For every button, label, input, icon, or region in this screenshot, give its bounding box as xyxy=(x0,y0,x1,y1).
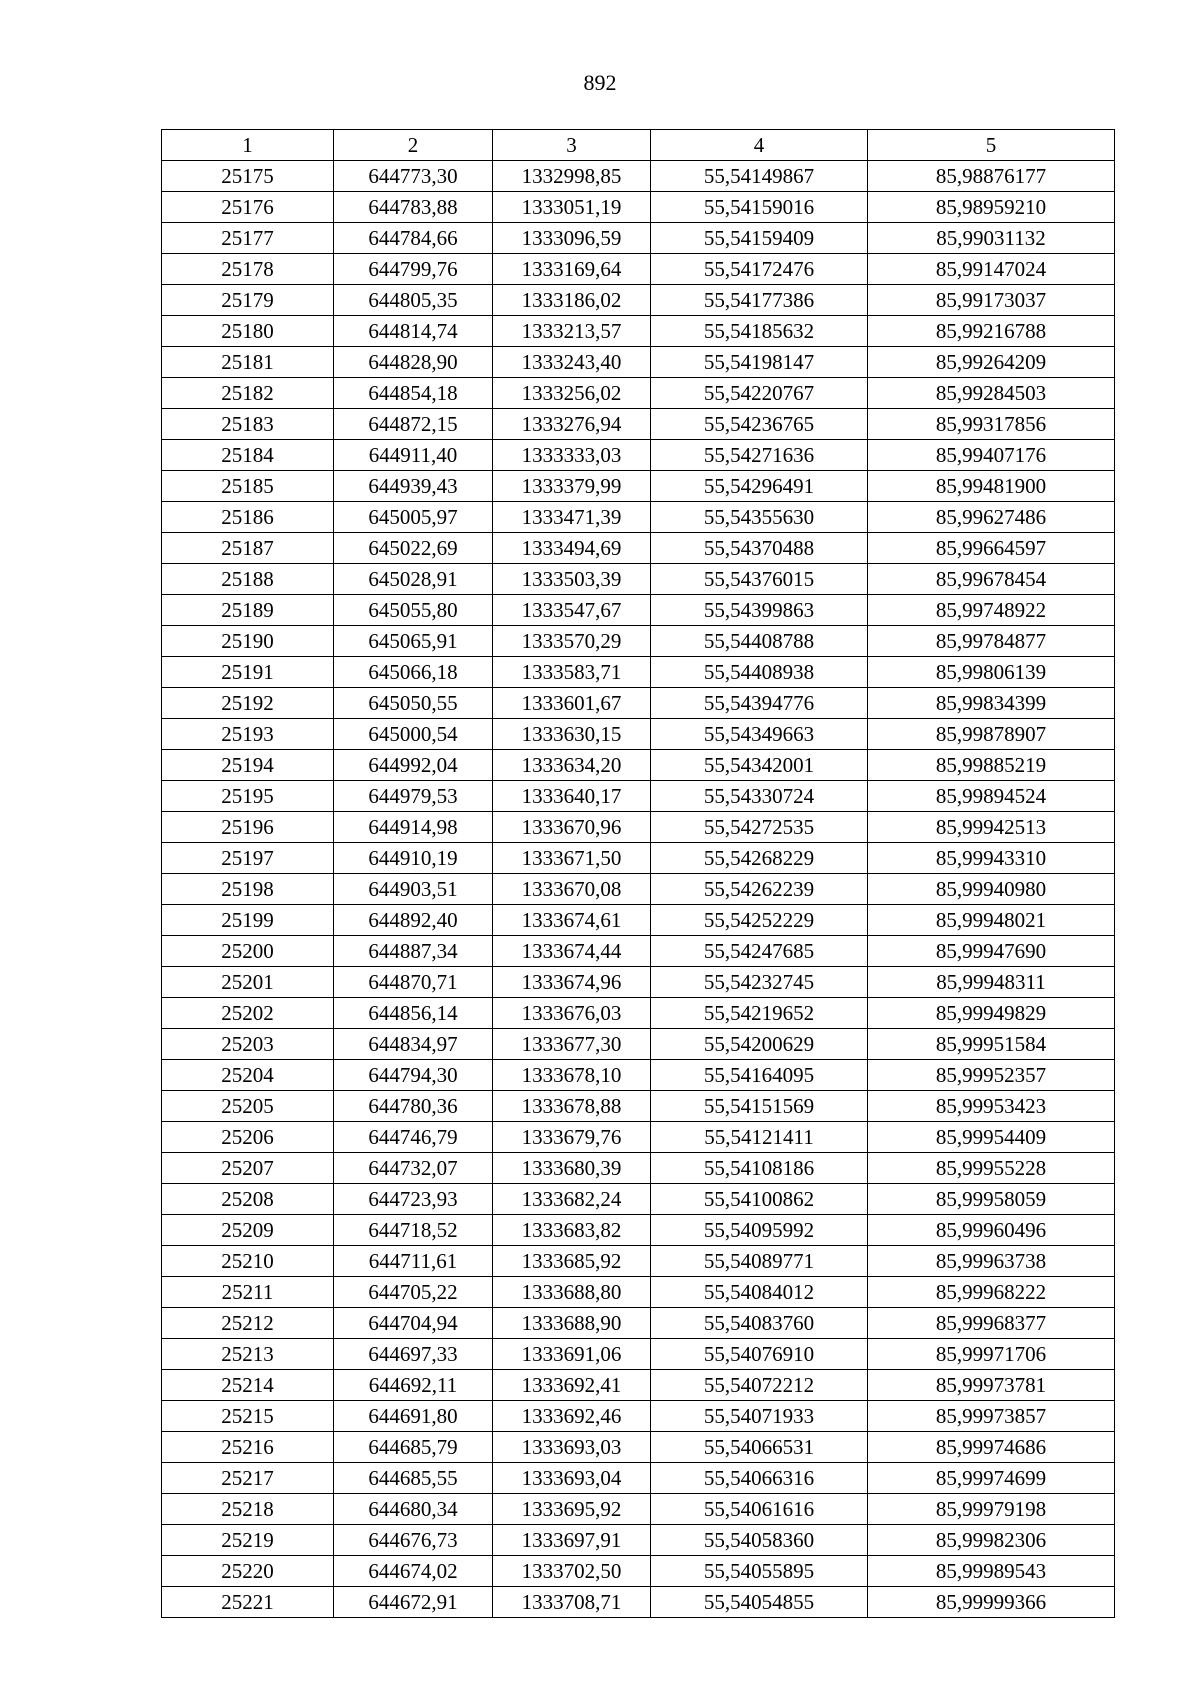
cell-x-coordinate: 644672,91 xyxy=(334,1587,493,1618)
cell-point-number: 25201 xyxy=(162,967,334,998)
cell-longitude: 85,99968377 xyxy=(868,1308,1115,1339)
cell-y-coordinate: 1333680,39 xyxy=(493,1153,651,1184)
cell-x-coordinate: 644680,34 xyxy=(334,1494,493,1525)
cell-latitude: 55,54151569 xyxy=(651,1091,868,1122)
cell-longitude: 85,99940980 xyxy=(868,874,1115,905)
cell-x-coordinate: 644887,34 xyxy=(334,936,493,967)
table-row xyxy=(162,378,1115,409)
cell-y-coordinate: 1333693,04 xyxy=(493,1463,651,1494)
table-row xyxy=(162,1215,1115,1246)
cell-y-coordinate: 1333169,64 xyxy=(493,254,651,285)
table-row xyxy=(162,1122,1115,1153)
table-row xyxy=(162,595,1115,626)
cell-point-number: 25176 xyxy=(162,192,334,223)
table-row xyxy=(162,688,1115,719)
cell-point-number: 25184 xyxy=(162,440,334,471)
cell-longitude: 85,99407176 xyxy=(868,440,1115,471)
table-row xyxy=(162,440,1115,471)
table-row xyxy=(162,967,1115,998)
cell-latitude: 55,54296491 xyxy=(651,471,868,502)
cell-longitude: 85,99999366 xyxy=(868,1587,1115,1618)
cell-x-coordinate: 645050,55 xyxy=(334,688,493,719)
cell-latitude: 55,54055895 xyxy=(651,1556,868,1587)
cell-x-coordinate: 644685,55 xyxy=(334,1463,493,1494)
cell-x-coordinate: 644773,30 xyxy=(334,161,493,192)
cell-longitude: 85,99943310 xyxy=(868,843,1115,874)
cell-y-coordinate: 1333186,02 xyxy=(493,285,651,316)
cell-x-coordinate: 644856,14 xyxy=(334,998,493,1029)
cell-longitude: 85,99942513 xyxy=(868,812,1115,843)
table-row xyxy=(162,1277,1115,1308)
cell-point-number: 25187 xyxy=(162,533,334,564)
cell-y-coordinate: 1333677,30 xyxy=(493,1029,651,1060)
cell-latitude: 55,54220767 xyxy=(651,378,868,409)
cell-point-number: 25205 xyxy=(162,1091,334,1122)
cell-point-number: 25190 xyxy=(162,626,334,657)
cell-y-coordinate: 1332998,85 xyxy=(493,161,651,192)
cell-y-coordinate: 1333333,03 xyxy=(493,440,651,471)
page-number: 892 xyxy=(583,70,617,95)
table-row xyxy=(162,657,1115,688)
table-row xyxy=(162,998,1115,1029)
cell-point-number: 25211 xyxy=(162,1277,334,1308)
cell-longitude: 85,99031132 xyxy=(868,223,1115,254)
cell-latitude: 55,54185632 xyxy=(651,316,868,347)
table-row xyxy=(162,905,1115,936)
cell-x-coordinate: 644692,11 xyxy=(334,1370,493,1401)
cell-x-coordinate: 644854,18 xyxy=(334,378,493,409)
cell-longitude: 85,99973857 xyxy=(868,1401,1115,1432)
cell-y-coordinate: 1333674,96 xyxy=(493,967,651,998)
cell-latitude: 55,54376015 xyxy=(651,564,868,595)
cell-y-coordinate: 1333630,15 xyxy=(493,719,651,750)
cell-y-coordinate: 1333547,67 xyxy=(493,595,651,626)
cell-x-coordinate: 644910,19 xyxy=(334,843,493,874)
cell-x-coordinate: 644892,40 xyxy=(334,905,493,936)
table-row xyxy=(162,1091,1115,1122)
cell-point-number: 25216 xyxy=(162,1432,334,1463)
cell-y-coordinate: 1333471,39 xyxy=(493,502,651,533)
cell-longitude: 85,99960496 xyxy=(868,1215,1115,1246)
cell-latitude: 55,54100862 xyxy=(651,1184,868,1215)
cell-y-coordinate: 1333503,39 xyxy=(493,564,651,595)
cell-x-coordinate: 644979,53 xyxy=(334,781,493,812)
cell-point-number: 25195 xyxy=(162,781,334,812)
cell-point-number: 25186 xyxy=(162,502,334,533)
cell-latitude: 55,54072212 xyxy=(651,1370,868,1401)
cell-point-number: 25179 xyxy=(162,285,334,316)
cell-point-number: 25217 xyxy=(162,1463,334,1494)
cell-x-coordinate: 644872,15 xyxy=(334,409,493,440)
cell-latitude: 55,54252229 xyxy=(651,905,868,936)
cell-x-coordinate: 645065,91 xyxy=(334,626,493,657)
cell-latitude: 55,54247685 xyxy=(651,936,868,967)
cell-longitude: 85,99885219 xyxy=(868,750,1115,781)
cell-y-coordinate: 1333678,88 xyxy=(493,1091,651,1122)
cell-longitude: 85,99878907 xyxy=(868,719,1115,750)
cell-longitude: 85,99173037 xyxy=(868,285,1115,316)
cell-y-coordinate: 1333695,92 xyxy=(493,1494,651,1525)
cell-y-coordinate: 1333674,61 xyxy=(493,905,651,936)
cell-point-number: 25221 xyxy=(162,1587,334,1618)
table-row xyxy=(162,1494,1115,1525)
cell-x-coordinate: 644676,73 xyxy=(334,1525,493,1556)
table-row xyxy=(162,719,1115,750)
cell-y-coordinate: 1333671,50 xyxy=(493,843,651,874)
table-row xyxy=(162,254,1115,285)
header-cell-col-1: 1 xyxy=(162,130,334,161)
cell-latitude: 55,54198147 xyxy=(651,347,868,378)
cell-latitude: 55,54177386 xyxy=(651,285,868,316)
table-row xyxy=(162,1339,1115,1370)
header-cell-col-5: 5 xyxy=(868,130,1115,161)
cell-point-number: 25209 xyxy=(162,1215,334,1246)
table-row xyxy=(162,1463,1115,1494)
table-row xyxy=(162,843,1115,874)
table-row xyxy=(162,1246,1115,1277)
cell-y-coordinate: 1333692,41 xyxy=(493,1370,651,1401)
cell-latitude: 55,54149867 xyxy=(651,161,868,192)
cell-y-coordinate: 1333692,46 xyxy=(493,1401,651,1432)
cell-x-coordinate: 644732,07 xyxy=(334,1153,493,1184)
cell-x-coordinate: 644903,51 xyxy=(334,874,493,905)
cell-longitude: 85,99952357 xyxy=(868,1060,1115,1091)
cell-point-number: 25175 xyxy=(162,161,334,192)
cell-longitude: 85,99664597 xyxy=(868,533,1115,564)
cell-y-coordinate: 1333379,99 xyxy=(493,471,651,502)
cell-y-coordinate: 1333697,91 xyxy=(493,1525,651,1556)
table-row xyxy=(162,1029,1115,1060)
header-cell-col-4: 4 xyxy=(651,130,868,161)
cell-latitude: 55,54232745 xyxy=(651,967,868,998)
header-row xyxy=(162,130,1115,161)
cell-y-coordinate: 1333676,03 xyxy=(493,998,651,1029)
cell-point-number: 25215 xyxy=(162,1401,334,1432)
cell-point-number: 25200 xyxy=(162,936,334,967)
cell-y-coordinate: 1333276,94 xyxy=(493,409,651,440)
cell-y-coordinate: 1333688,90 xyxy=(493,1308,651,1339)
cell-latitude: 55,54084012 xyxy=(651,1277,868,1308)
table-row xyxy=(162,502,1115,533)
cell-latitude: 55,54370488 xyxy=(651,533,868,564)
cell-latitude: 55,54058360 xyxy=(651,1525,868,1556)
table-row xyxy=(162,1370,1115,1401)
cell-y-coordinate: 1333674,44 xyxy=(493,936,651,967)
cell-latitude: 55,54071933 xyxy=(651,1401,868,1432)
cell-longitude: 85,99748922 xyxy=(868,595,1115,626)
cell-point-number: 25202 xyxy=(162,998,334,1029)
cell-longitude: 85,99951584 xyxy=(868,1029,1115,1060)
cell-x-coordinate: 644691,80 xyxy=(334,1401,493,1432)
cell-longitude: 85,99971706 xyxy=(868,1339,1115,1370)
table-row xyxy=(162,471,1115,502)
table-row xyxy=(162,1587,1115,1618)
cell-y-coordinate: 1333702,50 xyxy=(493,1556,651,1587)
cell-latitude: 55,54066316 xyxy=(651,1463,868,1494)
coordinates-table xyxy=(161,129,1115,1618)
cell-point-number: 25220 xyxy=(162,1556,334,1587)
cell-longitude: 85,99806139 xyxy=(868,657,1115,688)
table-row xyxy=(162,1308,1115,1339)
cell-latitude: 55,54349663 xyxy=(651,719,868,750)
cell-latitude: 55,54061616 xyxy=(651,1494,868,1525)
cell-point-number: 25219 xyxy=(162,1525,334,1556)
cell-latitude: 55,54076910 xyxy=(651,1339,868,1370)
cell-latitude: 55,54268229 xyxy=(651,843,868,874)
cell-x-coordinate: 644805,35 xyxy=(334,285,493,316)
table-row xyxy=(162,564,1115,595)
cell-point-number: 25199 xyxy=(162,905,334,936)
header-cell-col-2: 2 xyxy=(334,130,493,161)
cell-x-coordinate: 644674,02 xyxy=(334,1556,493,1587)
cell-longitude: 85,98876177 xyxy=(868,161,1115,192)
cell-longitude: 85,99954409 xyxy=(868,1122,1115,1153)
cell-longitude: 85,99284503 xyxy=(868,378,1115,409)
cell-y-coordinate: 1333683,82 xyxy=(493,1215,651,1246)
cell-x-coordinate: 644834,97 xyxy=(334,1029,493,1060)
cell-x-coordinate: 645022,69 xyxy=(334,533,493,564)
cell-x-coordinate: 644704,94 xyxy=(334,1308,493,1339)
cell-point-number: 25198 xyxy=(162,874,334,905)
cell-point-number: 25180 xyxy=(162,316,334,347)
cell-point-number: 25203 xyxy=(162,1029,334,1060)
cell-y-coordinate: 1333601,67 xyxy=(493,688,651,719)
cell-y-coordinate: 1333678,10 xyxy=(493,1060,651,1091)
table-row xyxy=(162,812,1115,843)
cell-y-coordinate: 1333691,06 xyxy=(493,1339,651,1370)
cell-longitude: 85,99974699 xyxy=(868,1463,1115,1494)
cell-longitude: 85,99968222 xyxy=(868,1277,1115,1308)
cell-longitude: 85,99947690 xyxy=(868,936,1115,967)
table-row xyxy=(162,1401,1115,1432)
cell-x-coordinate: 645066,18 xyxy=(334,657,493,688)
table-row xyxy=(162,1060,1115,1091)
cell-latitude: 55,54200629 xyxy=(651,1029,868,1060)
table-row xyxy=(162,316,1115,347)
cell-latitude: 55,54159409 xyxy=(651,223,868,254)
cell-latitude: 55,54083760 xyxy=(651,1308,868,1339)
cell-x-coordinate: 644783,88 xyxy=(334,192,493,223)
cell-y-coordinate: 1333670,08 xyxy=(493,874,651,905)
cell-latitude: 55,54342001 xyxy=(651,750,868,781)
cell-x-coordinate: 644746,79 xyxy=(334,1122,493,1153)
cell-point-number: 25197 xyxy=(162,843,334,874)
cell-latitude: 55,54159016 xyxy=(651,192,868,223)
cell-x-coordinate: 645005,97 xyxy=(334,502,493,533)
cell-y-coordinate: 1333685,92 xyxy=(493,1246,651,1277)
cell-latitude: 55,54408788 xyxy=(651,626,868,657)
cell-longitude: 85,99973781 xyxy=(868,1370,1115,1401)
cell-latitude: 55,54262239 xyxy=(651,874,868,905)
cell-latitude: 55,54271636 xyxy=(651,440,868,471)
table-row xyxy=(162,1153,1115,1184)
cell-latitude: 55,54054855 xyxy=(651,1587,868,1618)
cell-point-number: 25185 xyxy=(162,471,334,502)
cell-point-number: 25178 xyxy=(162,254,334,285)
cell-x-coordinate: 645000,54 xyxy=(334,719,493,750)
cell-longitude: 85,99979198 xyxy=(868,1494,1115,1525)
cell-longitude: 85,99955228 xyxy=(868,1153,1115,1184)
cell-x-coordinate: 644711,61 xyxy=(334,1246,493,1277)
cell-longitude: 85,99627486 xyxy=(868,502,1115,533)
cell-x-coordinate: 644992,04 xyxy=(334,750,493,781)
cell-longitude: 85,99958059 xyxy=(868,1184,1115,1215)
cell-y-coordinate: 1333693,03 xyxy=(493,1432,651,1463)
cell-longitude: 85,99949829 xyxy=(868,998,1115,1029)
cell-point-number: 25183 xyxy=(162,409,334,440)
cell-longitude: 85,99974686 xyxy=(868,1432,1115,1463)
cell-y-coordinate: 1333682,24 xyxy=(493,1184,651,1215)
cell-point-number: 25191 xyxy=(162,657,334,688)
cell-latitude: 55,54219652 xyxy=(651,998,868,1029)
cell-longitude: 85,99481900 xyxy=(868,471,1115,502)
table-body xyxy=(162,161,1115,1618)
table-row xyxy=(162,161,1115,192)
cell-x-coordinate: 644814,74 xyxy=(334,316,493,347)
table-row xyxy=(162,347,1115,378)
table-row xyxy=(162,626,1115,657)
cell-latitude: 55,54399863 xyxy=(651,595,868,626)
cell-point-number: 25193 xyxy=(162,719,334,750)
table-row xyxy=(162,1556,1115,1587)
cell-y-coordinate: 1333243,40 xyxy=(493,347,651,378)
cell-y-coordinate: 1333570,29 xyxy=(493,626,651,657)
table-row xyxy=(162,192,1115,223)
cell-point-number: 25218 xyxy=(162,1494,334,1525)
cell-x-coordinate: 644794,30 xyxy=(334,1060,493,1091)
cell-y-coordinate: 1333256,02 xyxy=(493,378,651,409)
cell-x-coordinate: 644723,93 xyxy=(334,1184,493,1215)
table-row xyxy=(162,936,1115,967)
cell-x-coordinate: 644828,90 xyxy=(334,347,493,378)
cell-latitude: 55,54164095 xyxy=(651,1060,868,1091)
cell-longitude: 85,99963738 xyxy=(868,1246,1115,1277)
cell-point-number: 25181 xyxy=(162,347,334,378)
table-row xyxy=(162,1432,1115,1463)
table-row xyxy=(162,750,1115,781)
cell-point-number: 25208 xyxy=(162,1184,334,1215)
cell-latitude: 55,54236765 xyxy=(651,409,868,440)
cell-longitude: 85,99317856 xyxy=(868,409,1115,440)
cell-longitude: 85,99894524 xyxy=(868,781,1115,812)
cell-y-coordinate: 1333213,57 xyxy=(493,316,651,347)
cell-y-coordinate: 1333688,80 xyxy=(493,1277,651,1308)
cell-point-number: 25189 xyxy=(162,595,334,626)
cell-point-number: 25196 xyxy=(162,812,334,843)
cell-longitude: 85,99982306 xyxy=(868,1525,1115,1556)
cell-longitude: 85,99948021 xyxy=(868,905,1115,936)
cell-x-coordinate: 645055,80 xyxy=(334,595,493,626)
cell-point-number: 25194 xyxy=(162,750,334,781)
cell-point-number: 25213 xyxy=(162,1339,334,1370)
table-header xyxy=(162,130,1115,161)
cell-x-coordinate: 644784,66 xyxy=(334,223,493,254)
cell-x-coordinate: 644914,98 xyxy=(334,812,493,843)
table-row xyxy=(162,1184,1115,1215)
cell-longitude: 85,99948311 xyxy=(868,967,1115,998)
cell-point-number: 25177 xyxy=(162,223,334,254)
cell-y-coordinate: 1333583,71 xyxy=(493,657,651,688)
cell-latitude: 55,54089771 xyxy=(651,1246,868,1277)
cell-latitude: 55,54095992 xyxy=(651,1215,868,1246)
cell-latitude: 55,54272535 xyxy=(651,812,868,843)
cell-point-number: 25214 xyxy=(162,1370,334,1401)
cell-latitude: 55,54066531 xyxy=(651,1432,868,1463)
cell-y-coordinate: 1333670,96 xyxy=(493,812,651,843)
cell-y-coordinate: 1333096,59 xyxy=(493,223,651,254)
cell-point-number: 25210 xyxy=(162,1246,334,1277)
table-row xyxy=(162,223,1115,254)
table-row xyxy=(162,1525,1115,1556)
cell-point-number: 25192 xyxy=(162,688,334,719)
cell-longitude: 85,99834399 xyxy=(868,688,1115,719)
cell-x-coordinate: 645028,91 xyxy=(334,564,493,595)
cell-x-coordinate: 644870,71 xyxy=(334,967,493,998)
table-row xyxy=(162,285,1115,316)
cell-latitude: 55,54330724 xyxy=(651,781,868,812)
cell-x-coordinate: 644911,40 xyxy=(334,440,493,471)
cell-y-coordinate: 1333708,71 xyxy=(493,1587,651,1618)
cell-longitude: 85,99264209 xyxy=(868,347,1115,378)
table-row xyxy=(162,874,1115,905)
cell-point-number: 25188 xyxy=(162,564,334,595)
cell-y-coordinate: 1333634,20 xyxy=(493,750,651,781)
cell-latitude: 55,54108186 xyxy=(651,1153,868,1184)
cell-point-number: 25204 xyxy=(162,1060,334,1091)
header-cell-col-3: 3 xyxy=(493,130,651,161)
cell-x-coordinate: 644799,76 xyxy=(334,254,493,285)
cell-longitude: 85,99678454 xyxy=(868,564,1115,595)
cell-longitude: 85,99989543 xyxy=(868,1556,1115,1587)
cell-point-number: 25206 xyxy=(162,1122,334,1153)
cell-y-coordinate: 1333051,19 xyxy=(493,192,651,223)
cell-y-coordinate: 1333494,69 xyxy=(493,533,651,564)
cell-x-coordinate: 644718,52 xyxy=(334,1215,493,1246)
cell-y-coordinate: 1333640,17 xyxy=(493,781,651,812)
cell-latitude: 55,54121411 xyxy=(651,1122,868,1153)
table-row xyxy=(162,409,1115,440)
table-row xyxy=(162,781,1115,812)
cell-latitude: 55,54394776 xyxy=(651,688,868,719)
cell-x-coordinate: 644939,43 xyxy=(334,471,493,502)
cell-point-number: 25207 xyxy=(162,1153,334,1184)
cell-latitude: 55,54172476 xyxy=(651,254,868,285)
cell-x-coordinate: 644705,22 xyxy=(334,1277,493,1308)
cell-point-number: 25182 xyxy=(162,378,334,409)
cell-longitude: 85,98959210 xyxy=(868,192,1115,223)
cell-longitude: 85,99784877 xyxy=(868,626,1115,657)
cell-longitude: 85,99216788 xyxy=(868,316,1115,347)
cell-latitude: 55,54355630 xyxy=(651,502,868,533)
table-row xyxy=(162,533,1115,564)
cell-x-coordinate: 644685,79 xyxy=(334,1432,493,1463)
cell-point-number: 25212 xyxy=(162,1308,334,1339)
cell-latitude: 55,54408938 xyxy=(651,657,868,688)
cell-x-coordinate: 644697,33 xyxy=(334,1339,493,1370)
cell-x-coordinate: 644780,36 xyxy=(334,1091,493,1122)
cell-longitude: 85,99147024 xyxy=(868,254,1115,285)
cell-longitude: 85,99953423 xyxy=(868,1091,1115,1122)
cell-y-coordinate: 1333679,76 xyxy=(493,1122,651,1153)
